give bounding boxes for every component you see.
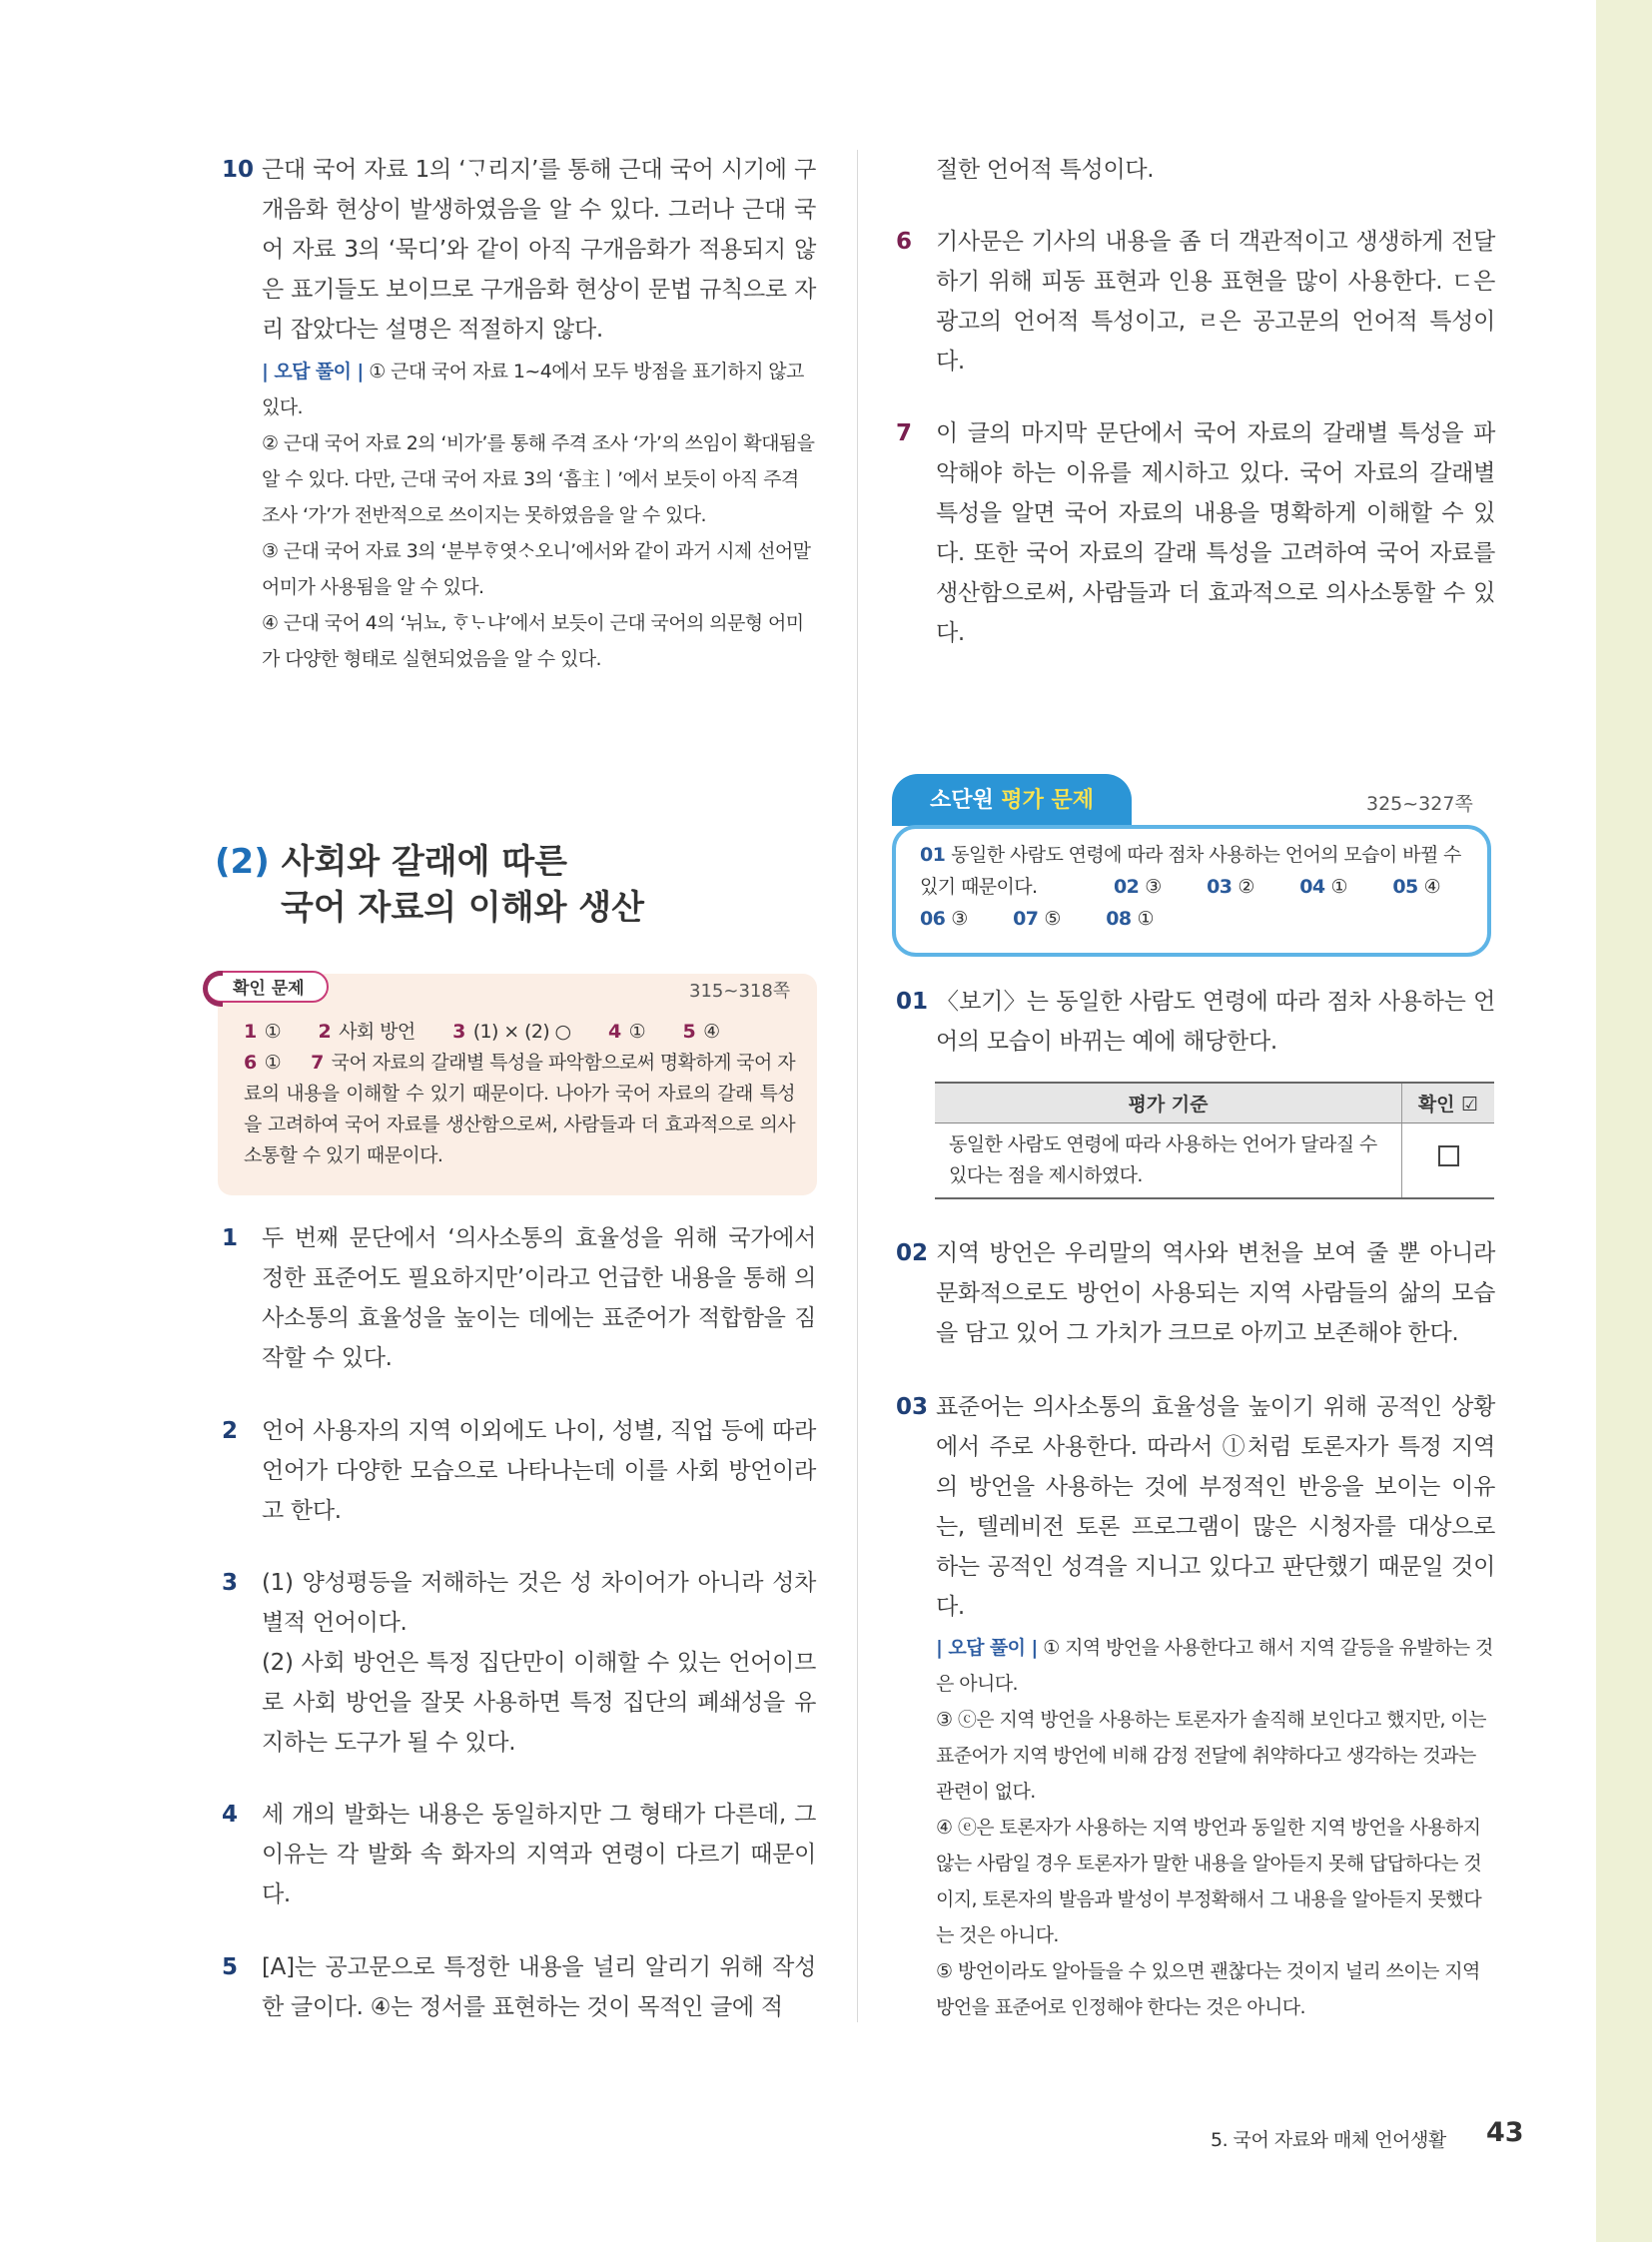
evaluation-pages: 325~327쪽	[1366, 793, 1473, 815]
answer-text: 표준어는 의사소통의 효율성을 높이기 위해 공적인 상황에서 주로 사용한다. 따라서 ⓛ처럼 토론자가 특정 지역의 방언을 사용하는 것에 부정적인 반응을 보이는 이유는, 텔레비전 토론 프로그램이 많은 시청자를 대상으로 하는 공적인 성격을 지니고 있다고 판단했기 때문일 것이다.	[936, 1394, 1495, 1620]
answer-number: 03	[1207, 876, 1233, 898]
checkbox-icon[interactable]	[1438, 1145, 1459, 1166]
answer-number: 2	[318, 1021, 332, 1043]
section-title-line2: 국어 자료의 이해와 생산	[281, 888, 644, 928]
answer-value: ①	[1330, 876, 1347, 898]
wrong-answer-label: | 오답 풀이 |	[936, 1637, 1038, 1659]
answer-number: 08	[1106, 908, 1132, 930]
evaluation-title-a: 소단원	[929, 788, 1002, 813]
answer-2	[222, 1411, 816, 1531]
answer-number: 05	[1392, 876, 1418, 898]
question-number: 1	[222, 1225, 239, 1251]
answer-10	[222, 150, 816, 350]
criteria-header: 평가 기준	[935, 1083, 1402, 1123]
question-number: 10	[222, 157, 255, 183]
answer-text: 지역 방언은 우리말의 역사와 변천을 보여 줄 뿐 아니라 문화적으로도 방언이 사용되는 지역 사람들의 삶의 모습을 담고 있어 그 가치가 크므로 아끼고 보존해야 한다.	[936, 1240, 1495, 1346]
evaluation-title-b: 평가 문제	[1001, 788, 1095, 813]
answer-text: 이 글의 마지막 문단에서 국어 자료의 갈래별 특성을 파악해야 하는 이유를 제시하고 있다. 국어 자료의 갈래별 특성을 알면 국어 자료의 내용을 명확하게 이해할 수 있다. 또한 국어 자료의 갈래 특성을 고려하여 국어 자료를 생산함으로써, 사람들과 더 효과적으로 의사소통할 수 있다.	[936, 420, 1495, 646]
answer-text: 세 개의 발화는 내용은 동일하지만 그 형태가 다른데, 그 이유는 각 발화 속 화자의 지역과 연령이 다르기 때문이다.	[262, 1802, 816, 1907]
answer-value: ⑤	[1044, 908, 1061, 930]
answer-value: ②	[1238, 876, 1254, 898]
answer-number: 4	[608, 1021, 621, 1043]
answer-number: 7	[311, 1052, 324, 1074]
criteria-cell: 동일한 사람도 연령에 따라 사용하는 언어가 달라질 수 있다는 점을 제시하였다.	[935, 1123, 1402, 1199]
section-title	[215, 839, 644, 931]
answer-text: 절한 언어적 특성이다.	[936, 157, 1155, 183]
page-side-strip	[1596, 0, 1652, 2242]
wrong-answer-notes-10	[262, 354, 816, 677]
question-number: 6	[896, 229, 913, 255]
evaluation-answers	[920, 839, 1479, 930]
answer-value: ①	[264, 1021, 282, 1043]
wrong-answer-4: ④ 근대 국어 4의 ‘뉘뇨, ᄒᆞᄂᆞ냐’에서 보듯이 근대 국어의 의문형 어미가 다양한 형태로 실현되었음을 알 수 있다.	[262, 612, 804, 670]
answer-number: 06	[920, 908, 946, 930]
answer-7	[896, 413, 1495, 653]
answer-value: ①	[264, 1052, 282, 1074]
answer-text-2: (2) 사회 방언은 특정 집단만이 이해할 수 있는 언어이므로 사회 방언을 잘못 사용하면 특정 집단의 폐쇄성을 유지하는 도구가 될 수 있다.	[262, 1650, 816, 1756]
answer-value: ④	[1423, 876, 1441, 898]
page-number: 43	[1486, 2117, 1524, 2148]
wrong-answer-5: ⑤ 방언이라도 알아들을 수 있으면 괜찮다는 것이지 널리 쓰이는 지역 방언을 표준어로 인정해야 한다는 것은 아니다.	[936, 1960, 1480, 2018]
section-number: (2)	[215, 842, 270, 882]
wrong-answer-3: ③ ⓒ은 지역 방언을 사용하는 토론자가 솔직해 보인다고 했지만, 이는 표준어가 지역 방언에 비해 감정 전달에 취약하다고 생각하는 것과는 관련이 없다.	[936, 1709, 1486, 1803]
answer-value: ③	[951, 908, 968, 930]
answer-01	[896, 982, 1495, 1062]
answer-text-1: (1) 양성평등을 저해하는 것은 성 차이어가 아니라 성차별적 언어이다.	[262, 1570, 816, 1636]
answer-number: 04	[1299, 876, 1325, 898]
evaluation-criteria-table	[935, 1082, 1494, 1199]
wrong-answer-1: ① 근대 국어 자료 1~4에서 모두 방점을 표기하지 않고 있다.	[262, 361, 804, 418]
question-number: 01	[896, 989, 929, 1015]
answer-1	[222, 1218, 816, 1378]
answer-number: 5	[682, 1021, 696, 1043]
column-divider	[857, 150, 858, 2022]
wrong-answer-2: ② 근대 국어 자료 2의 ‘비가’를 통해 주격 조사 ‘가’의 쓰임이 확대됨을 알 수 있다. 다만, 근대 국어 자료 3의 ‘흡主ㅣ’에서 보듯이 아직 주격 조사 ‘가’가 전반적으로 쓰이지는 못하였음을 알 수 있다.	[262, 432, 815, 526]
answer-3	[222, 1563, 816, 1763]
answer-4	[222, 1795, 816, 1914]
evaluation-header	[892, 774, 1132, 826]
answer-text: 기사문은 기사의 내용을 좀 더 객관적이고 생생하게 전달하기 위해 피동 표현과 인용 표현을 많이 사용한다. ㄷ은 광고의 언어적 특성이고, ㄹ은 공고문의 언어적 특성이다.	[936, 229, 1495, 374]
answer-number: 3	[452, 1021, 465, 1043]
check-problems-title: 확인 문제	[233, 979, 305, 999]
question-number: 2	[222, 1418, 239, 1444]
answer-value: ③	[1145, 876, 1162, 898]
chapter-footer: 5. 국어 자료와 매체 언어생활	[1211, 2129, 1446, 2151]
question-number: 02	[896, 1240, 929, 1266]
answer-number: 02	[1114, 876, 1140, 898]
answer-number: 6	[244, 1052, 257, 1074]
question-number: 7	[896, 420, 913, 446]
check-cell	[1402, 1123, 1495, 1199]
check-problems-answers	[244, 1017, 795, 1171]
answer-text: 언어 사용자의 지역 이외에도 나이, 성별, 직업 등에 따라 언어가 다양한 모습으로 나타나는데 이를 사회 방언이라고 한다.	[262, 1418, 816, 1524]
answer-value: 동일한 사람도 연령에 따라 점차 사용하는 언어의 모습이 바뀔 수 있기 때문이다.	[920, 844, 1461, 898]
answer-value: ①	[628, 1021, 646, 1043]
answer-text: 〈보기〉는 동일한 사람도 연령에 따라 점차 사용하는 언어의 모습이 바뀌는 예에 해당한다.	[936, 989, 1495, 1055]
question-number: 03	[896, 1394, 929, 1420]
answer-5	[222, 1947, 816, 2027]
wrong-answer-notes-03	[936, 1630, 1495, 2025]
answer-6	[896, 222, 1495, 381]
wrong-answer-label: | 오답 풀이 |	[262, 361, 364, 382]
wrong-answer-3: ③ 근대 국어 자료 3의 ‘분부ᄒᆞ엿ᄉᆞ오니’에서와 같이 과거 시제 선어말 어미가 사용됨을 알 수 있다.	[262, 540, 811, 598]
wrong-answer-4: ④ ⓔ은 토론자가 사용하는 지역 방언과 동일한 지역 방언을 사용하지 않는 사람일 경우 토론자가 말한 내용을 알아듣지 못해 답답하다는 것이지, 토론자의 발음과 발성이 부정확해서 그 내용을 알아듣지 못했다는 것은 아니다.	[936, 1817, 1482, 1946]
question-number: 4	[222, 1802, 239, 1828]
tab-bracket-icon	[203, 971, 223, 1007]
check-header: 확인 ☑	[1402, 1083, 1495, 1123]
answer-03	[896, 1387, 1495, 1627]
answer-value: ①	[1137, 908, 1154, 930]
question-number: 5	[222, 1954, 239, 1980]
answer-text: 두 번째 문단에서 ‘의사소통의 효율성을 위해 국가에서 정한 표준어도 필요하지만’이라고 언급한 내용을 통해 의사소통의 효율성을 높이는 데에는 표준어가 적합함을 짐작할 수 있다.	[262, 1225, 816, 1371]
section-title-line1: 사회와 갈래에 따른	[281, 842, 568, 882]
answer-number: 07	[1013, 908, 1039, 930]
check-problems-tab	[205, 971, 329, 1003]
answer-value: 국어 자료의 갈래별 특성을 파악함으로써 명확하게 국어 자료의 내용을 이해할 수 있기 때문이다. 나아가 국어 자료의 갈래 특성을 고려하여 국어 자료를 생산함으로써, 사람들과 더 효과적으로 의사소통할 수 있기 때문이다.	[244, 1052, 795, 1166]
answer-number: 01	[920, 844, 946, 866]
answer-text: [A]는 공고문으로 특정한 내용을 널리 알리기 위해 작성한 글이다. ④는 정서를 표현하는 것이 목적인 글에 적	[262, 1954, 816, 2020]
question-number: 3	[222, 1570, 239, 1596]
answer-value: (1) × (2) ○	[472, 1021, 571, 1043]
answer-value: 사회 방언	[339, 1021, 415, 1043]
answer-number: 1	[244, 1021, 257, 1043]
answer-02	[896, 1233, 1495, 1353]
wrong-answer-1: ① 지역 방언을 사용한다고 해서 지역 갈등을 유발하는 것은 아니다.	[936, 1637, 1493, 1695]
answer-value: ④	[703, 1021, 720, 1043]
answer-text: 근대 국어 자료 1의 ‘ᄀᆞ리지’를 통해 근대 국어 시기에 구개음화 현상이 발생하였음을 알 수 있다. 그러나 근대 국어 자료 3의 ‘묵디’와 같이 아직 구개음화가 적용되지 않은 표기들도 보이므로 구개음화 현상이 문법 규칙으로 자리 잡았다는 설명은 적절하지 않다.	[262, 157, 816, 343]
answer-5-continued	[936, 150, 1495, 190]
check-problems-pages: 315~318쪽	[689, 981, 791, 1002]
